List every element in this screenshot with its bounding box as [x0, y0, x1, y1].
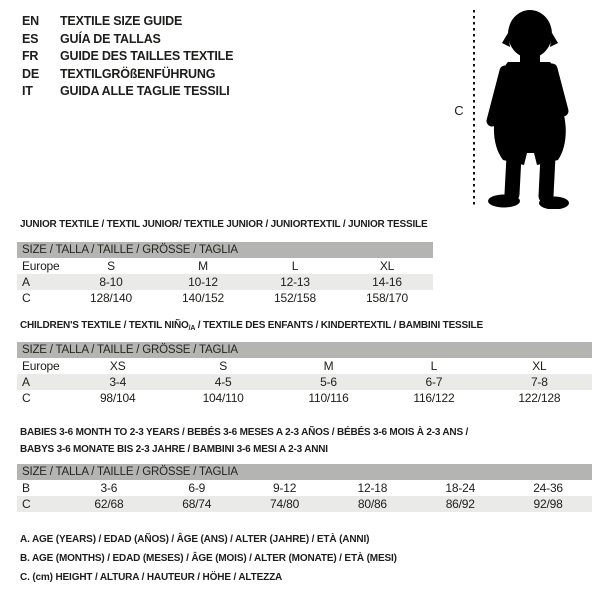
row-label: A — [22, 375, 30, 389]
babies-title-line1: BABIES 3-6 MONTH TO 2-3 YEARS / BEBÉS 3-6 MESES A 2-3 AÑOS / BÉBÉS 3-6 MOIS À 2-3 ANS / — [20, 427, 469, 438]
table-cell: 14-16 — [372, 275, 402, 289]
height-measure-label: C — [454, 103, 464, 118]
language-row-de — [22, 66, 233, 84]
table-cell: 5-6 — [320, 375, 337, 389]
language-title: GUIDE DES TAILLES TEXTILE — [60, 49, 234, 63]
table-cell: L — [291, 259, 299, 273]
table-row — [17, 290, 433, 306]
language-title: GUIDA ALLE TAGLIE TESSILI — [60, 84, 230, 98]
row-label: C — [22, 291, 31, 305]
table-row — [17, 258, 433, 274]
table-cell: 7-8 — [530, 375, 548, 389]
row-label: Europe — [22, 259, 60, 273]
table-row — [17, 358, 592, 374]
footnote-c: C. (cm) HEIGHT / ALTURA / HAUTEUR / HÖHE / ALTEZZA — [20, 572, 283, 583]
table-cell: 74/80 — [270, 497, 300, 511]
table-cell: L — [430, 359, 438, 373]
table-cell: 128/140 — [90, 291, 132, 305]
language-row-it — [22, 83, 233, 101]
height-measure-dotted-line — [473, 10, 475, 207]
babies-title-line2: BABYS 3-6 MONATE BIS 2-3 JAHRE / BAMBINI 3-6 MESI A 2-3 ANNI — [20, 444, 328, 455]
row-label: A — [22, 275, 30, 289]
size-header-row: SIZE / TALLA / TAILLE / GRÖSSE / TAGLIA — [17, 464, 592, 480]
table-row — [17, 274, 433, 290]
table-cell: XL — [532, 359, 547, 373]
table-cell: M — [323, 359, 334, 373]
table-cell: 6-9 — [188, 481, 206, 495]
table-row — [17, 390, 592, 406]
table-row — [17, 496, 592, 512]
children-size-table — [17, 342, 592, 406]
table-cell: S — [219, 359, 228, 373]
language-code: ES — [22, 31, 39, 46]
table-cell: XL — [379, 259, 395, 273]
table-cell: 18-24 — [445, 481, 476, 495]
table-cell: 92/98 — [533, 497, 563, 511]
table-cell: 12-18 — [357, 481, 388, 495]
row-label: B — [22, 481, 30, 495]
table-cell: 122/128 — [518, 391, 561, 405]
table-cell: 152/158 — [274, 291, 316, 305]
table-cell: 86/92 — [445, 497, 475, 511]
language-row-fr — [22, 48, 233, 66]
table-cell: 8-10 — [99, 275, 123, 289]
language-title: TEXTILGRÖßENFÜHRUNG — [60, 66, 216, 81]
table-cell: 12-13 — [280, 275, 310, 289]
junior-section-title: JUNIOR TEXTILE / TEXTIL JUNIOR/ TEXTILE JUNIOR / JUNIORTEXTIL / JUNIOR TESSILE — [20, 219, 428, 230]
language-code: EN — [22, 14, 39, 28]
language-code: DE — [22, 66, 39, 81]
babies-section-title — [20, 424, 468, 458]
table-cell: 116/122 — [413, 391, 455, 405]
children-title-part2: / TEXTILE DES ENFANTS / KINDERTEXTIL / BAMBINI TESSILE — [195, 320, 483, 331]
language-row-es — [22, 31, 233, 49]
table-cell: 3-4 — [109, 375, 127, 389]
table-cell: 6-7 — [425, 375, 443, 389]
babies-size-table — [17, 464, 592, 512]
language-code: IT — [22, 84, 33, 98]
table-cell: 3-6 — [100, 481, 118, 495]
table-cell: XS — [109, 359, 126, 373]
row-label: Europe — [22, 359, 60, 373]
table-cell: M — [198, 259, 208, 273]
row-label: C — [22, 497, 31, 511]
children-title-subscript: /A — [188, 325, 196, 332]
footnote-b: B. AGE (MONTHS) / EDAD (MESES) / ÂGE (MOIS) / ALTER (MONATE) / ETÀ (MESI) — [20, 553, 397, 564]
language-title: TEXTILE SIZE GUIDE — [60, 14, 183, 28]
table-cell: 104/110 — [202, 391, 244, 405]
table-row — [17, 374, 592, 390]
table-cell: 80/86 — [357, 497, 387, 511]
footnote-a: A. AGE (YEARS) / EDAD (AÑOS) / ÂGE (ANS) / ALTER (JAHRE) / ETÀ (ANNI) — [20, 534, 370, 545]
children-title-part1: CHILDREN'S TEXTILE / TEXTIL NIÑO — [20, 320, 189, 331]
table-cell: S — [107, 259, 115, 273]
language-row-en — [22, 13, 233, 31]
footnote-block — [20, 530, 397, 587]
language-code: FR — [22, 49, 39, 63]
size-header-row: SIZE / TALLA / TAILLE / GRÖSSE / TAGLIA — [17, 342, 592, 358]
junior-size-table — [17, 242, 433, 306]
table-cell: 10-12 — [188, 275, 218, 289]
table-cell: 98/104 — [99, 391, 136, 405]
language-title: GUÍA DE TALLAS — [60, 31, 161, 46]
table-cell: 9-12 — [272, 481, 297, 495]
row-label: C — [22, 391, 31, 405]
children-section-title — [20, 320, 483, 333]
table-cell: 62/68 — [94, 497, 124, 511]
table-cell: 110/116 — [308, 391, 349, 405]
table-cell: 140/152 — [182, 291, 224, 305]
table-cell: 4-5 — [214, 375, 232, 389]
baby-silhouette — [486, 8, 590, 209]
table-row — [17, 480, 592, 496]
language-title-block — [22, 13, 233, 101]
size-header-row: SIZE / TALLA / TAILLE / GRÖSSE / TAGLIA — [17, 242, 433, 258]
table-cell: 24-36 — [533, 481, 563, 495]
table-cell: 68/74 — [182, 497, 212, 511]
table-cell: 158/170 — [366, 291, 408, 305]
